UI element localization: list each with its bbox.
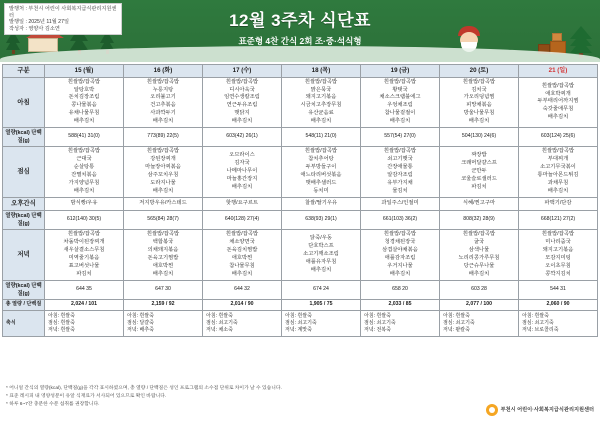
cell-meal: 흰쌀밥/잡곡밥 애호박찌개 두부태리어까지찜 숙갓줄애무침 배추김치 [519,77,598,128]
page-header [0,0,600,62]
cell-snack: 저지방우유/카스테드 [124,198,203,211]
cell-kcal: 644 32 [203,280,282,299]
footer-note-2: * 표준 레시피 내 영양성분이 유알 식재료가 서사되어 있으므로 확인 바랍니다. [6,394,167,400]
footer-note-3: * 하루 6~7잔 충분한 수분 섭취를 권장합니다. [6,402,100,408]
cell-meal: 흰쌀밥/잡곡밥 채소양면국 돈육김치찜밥 애호박찐 참나물무침 배추김치 [203,229,282,280]
cell-kcal: 544 31 [519,280,598,299]
table-row [3,310,598,337]
cell-total: 2,014 / 90 [203,299,282,310]
cell-snack: 핫행/요구르트 [203,198,282,211]
cell-kcal: 661(103) 36(2) [361,210,440,229]
row-label: 총 열량 / 단백질 [3,299,45,310]
cell-snack: 찰쌀/딸기우유 [282,198,361,211]
row-label: 열량(kcal) 단백질(g) [3,128,45,147]
cell-allergy: 아침: 흰쌀죽 점심: 달걀죽 저녁: 배추죽 [124,310,203,337]
cell-snack: 파맥기/단감 [519,198,598,211]
cell-meal: 흰쌀밥/잡곡밥 황탯국 채소스크램블에그 우엉채조림 참나물겉절이 배추김치 [361,77,440,128]
col-header-day-2: 17 (수) [203,65,282,78]
cell-snack: 식혜/찐고구마 [440,198,519,211]
page-title: 12월 3주차 식단표 [229,11,371,30]
cell-total: 1,905 / 75 [282,299,361,310]
cell-kcal: 612(140) 30(5) [45,210,124,229]
cell-allergy: 아침: 흰쌀죽 점심: 흰쌀죽 저녁: 흰쌀죽 [45,310,124,337]
cell-allergy: 아침: 흰쌀죽 점심: 쇠고기죽 저녁: 계맛죽 [282,310,361,337]
cell-total: 2,159 / 92 [124,299,203,310]
col-header-day-0: 15 (월) [45,65,124,78]
cell-kcal: 647 30 [124,280,203,299]
cell-meal: 흰쌀밥/잡곡밥 맑은묵국 돼지고기볶음 시금치고추장무침 유산균음료 배추김치 [282,77,361,128]
cell-meal: 흰쌀밥/잡곡밥 백합볶국 의채돼지볶음 돈육고기찜밥 애호박찐 배추김치 [124,229,203,280]
issuer-line-3: 작성자 : 영양사 김소연 [9,25,60,32]
issuer-line-2: 발행일 : 2025년 11월 27일 [9,19,69,25]
cell-meal: 닭죽/우동 단호박스프 소고기깨소조림 애플유자무침 배추김치 [282,229,361,280]
table-row [3,147,598,198]
row-label: 열량(kcal) 단백질(g) [3,280,45,299]
row-label: 열량(kcal) 단백질(g) [3,210,45,229]
cell-kcal: 603 28 [440,280,519,299]
cell-meal: 흰쌀밥/잡곡밥 미나리줌국 돼지고기볶음 모감지미팅 오이초무침 콩깍지김치 [519,229,598,280]
cell-kcal: 565(84) 28(7) [124,210,203,229]
cell-kcal: 644 35 [45,280,124,299]
cell-meal: 오므라이스 김자국 나메마나무이 마늘홍간장지 배추김치 [203,147,282,198]
cell-kcal: 638(93) 29(1) [282,210,361,229]
table-row [3,229,598,280]
cell-allergy: 아침: 흰쌀죽 점심: 쇠고기죽 저녁: 브로콜리죽 [519,310,598,337]
cell-kcal: 588(41) 31(0) [45,128,124,147]
cell-meal: 흰쌀밥/잡곡밥 강된장찌개 마늘장아찌볶음 삼주꼬치우침 도라지나물 배추김치 [124,147,203,198]
cell-meal: 흰쌀밥/잡곡밥 알탕호박 돈치김장조림 콩나물볶음 유채나물무침 배추김치 [45,77,124,128]
col-header-label: 구분 [3,65,45,78]
cell-snack: 밤식빵/우유 [45,198,124,211]
row-label: 저녁 [3,229,45,280]
cell-allergy: 아침: 흰쌀죽 점심: 쇠고기죽 저녁: 채소죽 [203,310,282,337]
cell-kcal: 548(11) 21(0) [282,128,361,147]
table-header-row [3,65,598,78]
cell-kcal: 773(89) 22(5) [124,128,203,147]
cell-kcal: 808(32) 28(9) [440,210,519,229]
cell-allergy: 아침: 흰쌀죽 점심: 쇠고기죽 저녁: 팥칼죽 [440,310,519,337]
table-row [3,210,598,229]
page-subtitle: 표준형 4찬 간식 2회 조·중·석식형 [238,36,362,46]
cell-kcal: 668(121) 27(2) [519,210,598,229]
cell-kcal: 658 20 [361,280,440,299]
table-row [3,198,598,211]
cell-kcal: 640(128) 27(4) [203,210,282,229]
cell-total: 2,060 / 90 [519,299,598,310]
table-row [3,128,598,147]
cell-kcal: 603(42) 26(1) [203,128,282,147]
org-logo-icon [486,404,498,416]
cell-meal: 흰쌀밥/잡곡밥 김치국 가오리덩념찜 피망채볶음 방울나물무침 배추김치 [440,77,519,128]
cell-meal: 흰쌀밥/잡곡밥 근대국 순살탕통 잔멸치볶음 가지양념무침 배추김치 [45,147,124,198]
cell-kcal: 557(54) 27(0) [361,128,440,147]
cell-total: 2,077 / 100 [440,299,519,310]
table-body [3,77,598,337]
col-header-day-3: 18 (목) [282,65,361,78]
row-label: 축식 [3,310,45,337]
cell-kcal: 674 24 [282,280,361,299]
row-label: 아침 [3,77,45,128]
cell-meal: 흰쌀밥/잡곡밥 디시아욱국 임연수생칼조림 연근두유조림 맷닭지 배추김치 [203,77,282,128]
cell-meal: 흰쌀밥/잡곡밥 청경채된장국 삼겹살야채볶음 애플감자조림 우거지나물 배추김치 [361,229,440,280]
decor-snow-band [0,46,600,62]
footer-note-1: * 어니얼 간식의 열량(kcal), 단백질(g)을 각각 표시하였으며, 총 열량 / 단백질은 성인 프로그램의 소수점 단위로 차이가 날 수 있습니다. [6,386,282,391]
cell-meal: 짜장밥 크래머달걀스프 군만두 코울슬로샐러드 파김치 [440,147,519,198]
cell-meal: 흰쌀밥/잡곡밥 굴국 삼색나물 노리리콩가루무침 당근슈무나물 배추김치 [440,229,519,280]
cell-meal: 흰쌀밥/잡곡밥 차돌박이된장찌개 새우살곁소스무침 미역줄기볶음 표고버섯나물 파김치 [45,229,124,280]
table-row [3,299,598,310]
row-label: 점심 [3,147,45,198]
cell-allergy: 아침: 흰쌀죽 점심: 쇠고기죽 저녁: 전복죽 [361,310,440,337]
header-title-block [0,6,600,47]
cell-meal: 흰쌀밥/잡곡밥 참치추어탕 두부방들구이 애느타리버섯볶음 맷배추샐러드 동치미 [282,147,361,198]
col-header-day-6: 21 (일) [519,65,598,78]
cell-total: 2,033 / 85 [361,299,440,310]
cell-meal: 흰쌀밥/잡곡밥 쇠고기햇국 간장애물통 알감자조림 유부가지채 물김치 [361,147,440,198]
org-name: 부천시 어린이·사회복지급식관리지원센터 [500,406,594,413]
table-row [3,77,598,128]
row-label: 오후간식 [3,198,45,211]
cell-kcal: 603(124) 25(6) [519,128,598,147]
cell-snack: 과일주스/인절미 [361,198,440,211]
cell-meal: 흰쌀밥/잡곡밥 부대찌개 소고기무국볶이 통마늘아몬드튀김 과채무침 배추김치 [519,147,598,198]
issuer-line-1: 발행처 : 부천시 어린이 사회복지급식관리지원센터 [9,6,117,19]
cell-kcal: 504(130) 24(6) [440,128,519,147]
col-header-day-1: 16 (화) [124,65,203,78]
cell-total: 2,024 / 101 [45,299,124,310]
table-row [3,280,598,299]
col-header-day-4: 19 (금) [361,65,440,78]
org-logo [486,404,594,416]
cell-meal: 흰쌀밥/잡곡밥 누룽지탕 오리불고기 건고추볶음 사과깍두기 배추김치 [124,77,203,128]
col-header-day-5: 20 (토) [440,65,519,78]
page-footer [0,382,600,424]
meal-plan-table [2,64,598,337]
